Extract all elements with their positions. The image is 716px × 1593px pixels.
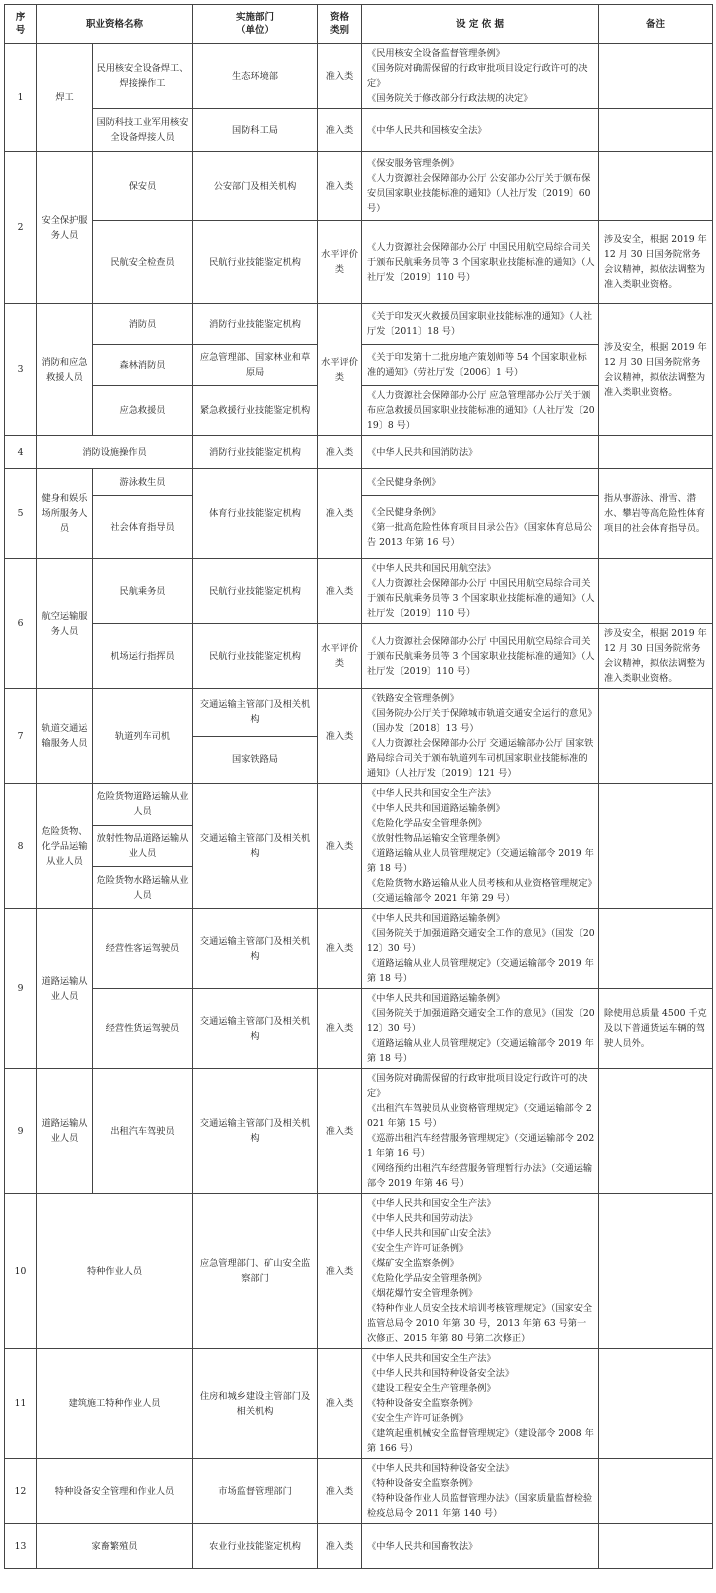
dept: 消防行业技能鉴定机构 bbox=[193, 304, 318, 345]
basis bbox=[362, 624, 599, 689]
category: 准入类 bbox=[318, 559, 362, 624]
row-no: 12 bbox=[5, 1459, 37, 1524]
basis-item: 《关于印发第十二批房地产策划师等 54 个国家职业标准的通知》（劳社厅发〔2006〕1 号） bbox=[367, 352, 587, 378]
category: 准入类 bbox=[318, 436, 362, 469]
basis-item: 《保安服务管理条例》 bbox=[367, 158, 459, 169]
note: 涉及安全，根据 2019 年 12 月 30 日国务院常务会议精神，拟依法调整为准入类职业资格。 bbox=[599, 624, 713, 689]
category: 准入类 bbox=[318, 1349, 362, 1459]
row-no: 7 bbox=[5, 689, 37, 784]
dept: 公安部门及相关机构 bbox=[193, 152, 318, 221]
group-name: 健身和娱乐场所服务人员 bbox=[37, 469, 93, 559]
category: 水平评价类 bbox=[318, 624, 362, 689]
dept: 农业行业技能鉴定机构 bbox=[193, 1524, 318, 1569]
basis-item: 《国务院关于加强道路交通安全工作的意见》（国发〔2012〕30 号） bbox=[367, 1008, 595, 1034]
table-row bbox=[5, 1194, 713, 1349]
note: 指从事游泳、滑雪、潜水、攀岩等高危险性体育项目的社会体育指导员。 bbox=[599, 469, 713, 559]
table-row bbox=[5, 44, 713, 109]
row-no: 13 bbox=[5, 1524, 37, 1569]
qualification-name: 建筑施工特种作业人员 bbox=[37, 1349, 193, 1459]
note bbox=[599, 436, 713, 469]
basis bbox=[362, 304, 599, 345]
basis-item: 《特种设备安全监察条例》 bbox=[367, 1398, 478, 1409]
row-no: 9 bbox=[5, 909, 37, 1069]
note bbox=[599, 44, 713, 109]
table-row bbox=[5, 559, 713, 624]
group-name: 危险货物、化学品运输从业人员 bbox=[37, 784, 93, 909]
basis-item: 《人力资源社会保障部办公厅 中国民用航空局综合司关于颁布民航乘务员等 3 个国家职业技能标准的通知》（人社厅发〔2019〕110 号） bbox=[367, 241, 595, 283]
dept: 交通运输主管部门及相关机构 bbox=[193, 989, 318, 1069]
note bbox=[599, 109, 713, 152]
basis-item: 《中华人民共和国民用航空法》 bbox=[367, 563, 496, 574]
group-name: 道路运输从业人员 bbox=[37, 1069, 93, 1194]
sub-name: 经营性客运驾驶员 bbox=[93, 909, 193, 989]
table-row bbox=[5, 989, 713, 1069]
basis-item: 《人力资源社会保障部办公厅 应急管理部办公厅关于颁布应急救援员国家职业技能标准的通知》（人社厅发〔2019〕8 号） bbox=[367, 390, 595, 431]
qualification-table bbox=[4, 4, 713, 1569]
basis-item: 《安全生产许可证条例》 bbox=[367, 1243, 469, 1254]
sub-name: 危险货物水路运输从业人员 bbox=[93, 867, 193, 909]
basis-item: 《安全生产许可证条例》 bbox=[367, 1413, 469, 1424]
group-name: 消防和应急救援人员 bbox=[37, 304, 93, 436]
note: 除使用总质量 4500 千克及以下普通货运车辆的驾驶人员外。 bbox=[599, 989, 713, 1069]
table-row bbox=[5, 1069, 713, 1194]
basis bbox=[362, 1349, 599, 1459]
dept: 民航行业技能鉴定机构 bbox=[193, 559, 318, 624]
row-no: 3 bbox=[5, 304, 37, 436]
header-basis: 设 定 依 据 bbox=[362, 5, 599, 44]
qualification-name: 家畜繁殖员 bbox=[37, 1524, 193, 1569]
basis bbox=[362, 909, 599, 989]
sub-name: 经营性货运驾驶员 bbox=[93, 989, 193, 1069]
sub-name: 消防员 bbox=[93, 304, 193, 345]
table-row bbox=[5, 784, 713, 826]
dept: 应急管理部门、矿山安全监察部门 bbox=[193, 1194, 318, 1349]
row-no: 5 bbox=[5, 469, 37, 559]
table-row bbox=[5, 109, 713, 152]
dept: 紧急救援行业技能鉴定机构 bbox=[193, 386, 318, 436]
note bbox=[599, 1069, 713, 1194]
basis-item: 《国务院关于修改部分行政法规的决定》 bbox=[367, 93, 533, 104]
basis-item: 《关于印发灭火救援员国家职业技能标准的通知》（人社厅发〔2011〕18 号） bbox=[367, 311, 593, 337]
basis bbox=[362, 559, 599, 624]
dept: 消防行业技能鉴定机构 bbox=[193, 436, 318, 469]
basis-item: 《中华人民共和国安全生产法》 bbox=[367, 1353, 496, 1364]
group-name: 航空运输服务人员 bbox=[37, 559, 93, 689]
dept: 生态环境部 bbox=[193, 44, 318, 109]
basis-item: 《中华人民共和国道路运输条例》 bbox=[367, 913, 505, 924]
dept: 交通运输主管部门及相关机构 bbox=[193, 909, 318, 989]
group-name: 安全保护服务人员 bbox=[37, 152, 93, 304]
group-name: 轨道交通运输服务人员 bbox=[37, 689, 93, 784]
note: 涉及安全，根据 2019 年 12 月 30 日国务院常务会议精神，拟依法调整为准入类职业资格。 bbox=[599, 304, 713, 436]
basis-item: 《巡游出租汽车经营服务管理规定》（交通运输部令 2021 年第 16 号） bbox=[367, 1133, 595, 1159]
header-dept: 实施部门 （单位） bbox=[193, 5, 318, 44]
dept: 应急管理部、国家林业和草原局 bbox=[193, 345, 318, 386]
sub-name: 森林消防员 bbox=[93, 345, 193, 386]
basis-item: 《民用核安全设备监督管理条例》 bbox=[367, 48, 505, 59]
category: 准入类 bbox=[318, 109, 362, 152]
sub-name: 民航乘务员 bbox=[93, 559, 193, 624]
dept: 民航行业技能鉴定机构 bbox=[193, 624, 318, 689]
basis bbox=[362, 1194, 599, 1349]
basis-item: 《人力资源社会保障部办公厅 中国民用航空局综合司关于颁布民航乘务员等 3 个国家职业技能标准的通知》（人社厅发〔2019〕110 号） bbox=[367, 578, 595, 619]
basis-item: 《中华人民共和国特种设备安全法》 bbox=[367, 1368, 515, 1379]
category: 准入类 bbox=[318, 689, 362, 784]
sub-name: 保安员 bbox=[93, 152, 193, 221]
basis-item: 《人力资源社会保障部办公厅 交通运输部办公厅 国家铁路局综合司关于颁布轨道列车司机国家职业技能标准的通知》（人社厅发〔2019〕121 号） bbox=[367, 738, 594, 779]
dept: 民航行业技能鉴定机构 bbox=[193, 221, 318, 304]
table-row bbox=[5, 221, 713, 304]
table-row bbox=[5, 1349, 713, 1459]
row-no: 9 bbox=[5, 1069, 37, 1194]
group-name: 道路运输从业人员 bbox=[37, 909, 93, 1069]
basis-item: 《煤矿安全监察条例》 bbox=[367, 1258, 459, 1269]
header-note: 备注 bbox=[599, 5, 713, 44]
sub-name: 放射性物品道路运输从业人员 bbox=[93, 825, 193, 867]
note bbox=[599, 559, 713, 624]
basis bbox=[362, 436, 599, 469]
header-category: 资格 类别 bbox=[318, 5, 362, 44]
category: 准入类 bbox=[318, 469, 362, 559]
note bbox=[599, 689, 713, 784]
sub-name: 民用核安全设备焊工、焊接操作工 bbox=[93, 44, 193, 109]
sub-name: 民航安全检查员 bbox=[93, 221, 193, 304]
category: 准入类 bbox=[318, 44, 362, 109]
basis bbox=[362, 152, 599, 221]
sub-name: 游泳救生员 bbox=[93, 469, 193, 496]
basis-item: 《烟花爆竹安全管理条例》 bbox=[367, 1288, 478, 1299]
sub-name: 出租汽车驾驶员 bbox=[93, 1069, 193, 1194]
basis-item: 《中华人民共和国核安全法》 bbox=[367, 124, 487, 136]
basis-item: 《危险化学品安全管理条例》 bbox=[367, 1273, 487, 1284]
basis-item: 《中华人民共和国消防法》 bbox=[367, 446, 478, 458]
note bbox=[599, 784, 713, 909]
basis-item: 《全民健身条例》 bbox=[367, 476, 441, 488]
category: 准入类 bbox=[318, 989, 362, 1069]
basis-item: 《道路运输从业人员管理规定》（交通运输部令 2019 年第 18 号） bbox=[367, 958, 594, 984]
basis-item: 《国务院对确需保留的行政审批项目设定行政许可的决定》 bbox=[367, 1073, 588, 1099]
note bbox=[599, 909, 713, 989]
category: 水平评价类 bbox=[318, 304, 362, 436]
basis-item: 《人力资源社会保障部办公厅 公安部办公厅关于颁布保安员国家职业技能标准的通知》（人社厅发〔2019〕60 号） bbox=[367, 173, 591, 214]
basis-item: 《中华人民共和国安全生产法》 bbox=[367, 788, 496, 799]
table-row bbox=[5, 304, 713, 345]
basis-item: 《国务院办公厅关于保障城市轨道交通安全运行的意见》（国办发〔2018〕13 号） bbox=[367, 708, 593, 734]
dept: 国防科工局 bbox=[193, 109, 318, 152]
basis bbox=[362, 496, 599, 559]
category: 准入类 bbox=[318, 909, 362, 989]
qualification-name: 特种设备安全管理和作业人员 bbox=[37, 1459, 193, 1524]
dept: 体育行业技能鉴定机构 bbox=[193, 469, 318, 559]
category: 准入类 bbox=[318, 784, 362, 909]
sub-name: 国防科技工业军用核安全设备焊接人员 bbox=[93, 109, 193, 152]
row-no: 10 bbox=[5, 1194, 37, 1349]
category: 水平评价类 bbox=[318, 221, 362, 304]
table-row bbox=[5, 436, 713, 469]
basis-item: 《网络预约出租汽车经营服务管理暂行办法》（交通运输部令 2019 年第 46 号） bbox=[367, 1163, 593, 1189]
basis-item: 《危险货物水路运输从业人员考核和从业资格管理规定》（交通运输部令 2021 年第 29 号） bbox=[367, 878, 593, 904]
row-no: 6 bbox=[5, 559, 37, 689]
basis bbox=[362, 1069, 599, 1194]
basis-item: 《放射性物品运输安全管理条例》 bbox=[367, 833, 505, 844]
basis-item: 《道路运输从业人员管理规定》（交通运输部令 2019 年第 18 号） bbox=[367, 848, 594, 874]
basis-item: 《中华人民共和国畜牧法》 bbox=[367, 1540, 478, 1552]
basis-item: 《全民健身条例》 bbox=[367, 506, 441, 518]
basis-item: 《国务院对确需保留的行政审批项目设定行政许可的决定》 bbox=[367, 63, 588, 89]
basis-item: 《中华人民共和国道路运输条例》 bbox=[367, 803, 505, 814]
basis bbox=[362, 1524, 599, 1569]
table-row bbox=[5, 152, 713, 221]
category: 准入类 bbox=[318, 1459, 362, 1524]
table-header-row bbox=[5, 5, 713, 44]
table-row bbox=[5, 689, 713, 737]
basis-item: 《铁路安全管理条例》 bbox=[367, 693, 459, 704]
note: 涉及安全，根据 2019 年 12 月 30 日国务院常务会议精神，拟依法调整为准入类职业资格。 bbox=[599, 221, 713, 304]
table-row bbox=[5, 1459, 713, 1524]
qualification-table-container bbox=[4, 4, 712, 1569]
note bbox=[599, 1459, 713, 1524]
header-no: 序 号 bbox=[5, 5, 37, 44]
basis bbox=[362, 386, 599, 436]
basis-item: 《国务院关于加强道路交通安全工作的意见》（国发〔2012〕30 号） bbox=[367, 928, 595, 954]
dept: 交通运输主管部门及相关机构 bbox=[193, 1069, 318, 1194]
basis-item: 《中华人民共和国劳动法》 bbox=[367, 1213, 478, 1224]
group-name: 焊工 bbox=[37, 44, 93, 152]
sub-name: 轨道列车司机 bbox=[93, 689, 193, 784]
basis-item: 《中华人民共和国道路运输条例》 bbox=[367, 993, 505, 1004]
row-no: 4 bbox=[5, 436, 37, 469]
basis bbox=[362, 689, 599, 784]
sub-name: 社会体育指导员 bbox=[93, 496, 193, 559]
row-no: 11 bbox=[5, 1349, 37, 1459]
basis bbox=[362, 345, 599, 386]
qualification-name: 特种作业人员 bbox=[37, 1194, 193, 1349]
dept: 市场监督管理部门 bbox=[193, 1459, 318, 1524]
table-row bbox=[5, 1524, 713, 1569]
category: 准入类 bbox=[318, 1524, 362, 1569]
basis-item: 《特种作业人员安全技术培训考核管理规定》（国家安全监管总局令 2010 年第 30 号，2013 年第 63 号第一次修正、2015 年第 80 号第二次修正） bbox=[367, 1303, 593, 1344]
sub-name: 危险货物道路运输从业人员 bbox=[93, 784, 193, 826]
basis bbox=[362, 989, 599, 1069]
note bbox=[599, 152, 713, 221]
basis bbox=[362, 109, 599, 152]
basis-item: 《危险化学品安全管理条例》 bbox=[367, 818, 487, 829]
basis-item: 《人力资源社会保障部办公厅 中国民用航空局综合司关于颁布民航乘务员等 3 个国家职业技能标准的通知》（人社厅发〔2019〕110 号） bbox=[367, 635, 595, 677]
basis-item: 《特种设备安全监察条例》 bbox=[367, 1478, 478, 1489]
dept: 交通运输主管部门及相关机构 bbox=[193, 784, 318, 909]
note bbox=[599, 1349, 713, 1459]
table-row bbox=[5, 909, 713, 989]
category: 准入类 bbox=[318, 1069, 362, 1194]
table-row bbox=[5, 624, 713, 689]
basis-item: 《中华人民共和国矿山安全法》 bbox=[367, 1228, 496, 1239]
basis-item: 《道路运输从业人员管理规定》（交通运输部令 2019 年第 18 号） bbox=[367, 1038, 594, 1064]
basis-item: 《中华人民共和国特种设备安全法》 bbox=[367, 1463, 515, 1474]
row-no: 1 bbox=[5, 44, 37, 152]
note bbox=[599, 1524, 713, 1569]
table-row bbox=[5, 469, 713, 496]
category: 准入类 bbox=[318, 152, 362, 221]
row-no: 2 bbox=[5, 152, 37, 304]
basis-item: 《出租汽车驾驶员从业资格管理规定》（交通运输部令 2021 年第 15 号） bbox=[367, 1103, 592, 1129]
basis-item: 《特种设备作业人员监督管理办法》（国家质量监督检验检疫总局令 2011 年第 140 号） bbox=[367, 1493, 593, 1519]
basis-item: 《中华人民共和国安全生产法》 bbox=[367, 1198, 496, 1209]
header-name: 职业资格名称 bbox=[37, 5, 193, 44]
row-no: 8 bbox=[5, 784, 37, 909]
basis bbox=[362, 784, 599, 909]
qualification-name: 消防设施操作员 bbox=[37, 436, 193, 469]
basis bbox=[362, 221, 599, 304]
dept: 国家铁路局 bbox=[193, 736, 318, 784]
sub-name: 应急救援员 bbox=[93, 386, 193, 436]
basis bbox=[362, 469, 599, 496]
basis-item: 《建设工程安全生产管理条例》 bbox=[367, 1383, 496, 1394]
dept: 住房和城乡建设主管部门及相关机构 bbox=[193, 1349, 318, 1459]
dept: 交通运输主管部门及相关机构 bbox=[193, 689, 318, 737]
basis bbox=[362, 44, 599, 109]
basis-item: 《建筑起重机械安全监督管理规定》（建设部令 2008 年第 166 号） bbox=[367, 1428, 594, 1454]
basis-item: 《第一批高危险性体育项目目录公告》（国家体育总局公告 2013 年第 16 号） bbox=[367, 521, 593, 548]
note bbox=[599, 1194, 713, 1349]
basis bbox=[362, 1459, 599, 1524]
sub-name: 机场运行指挥员 bbox=[93, 624, 193, 689]
category: 准入类 bbox=[318, 1194, 362, 1349]
